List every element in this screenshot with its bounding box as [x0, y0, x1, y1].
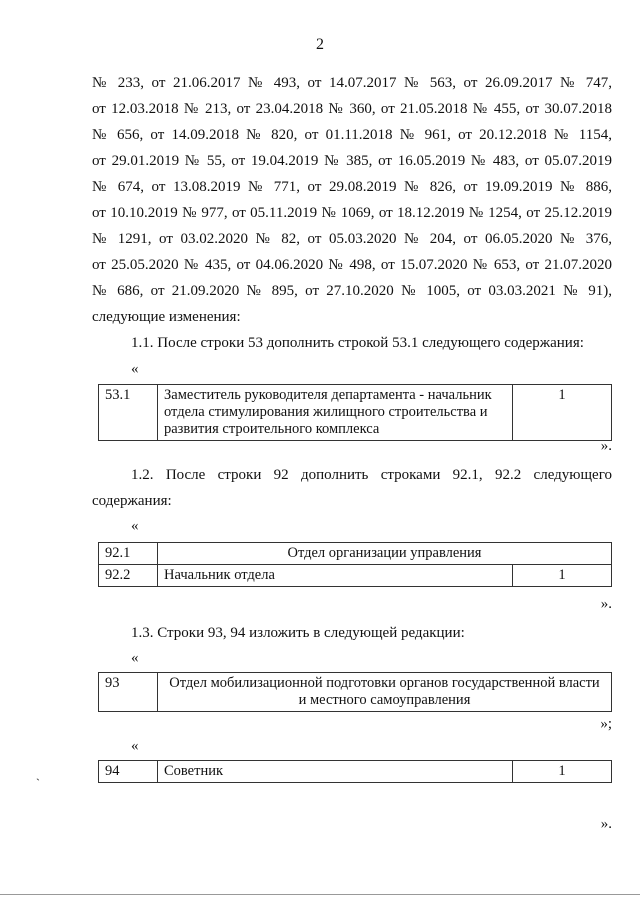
- row-count: 1: [513, 385, 612, 441]
- page-number: 2: [316, 36, 324, 53]
- row-count: 1: [513, 761, 612, 783]
- row-title-line: Заместитель руководителя департамента - начальник: [164, 387, 492, 403]
- paragraph-line-4: от 29.01.2019 № 55, от 19.04.2019 № 385, от 16.05.2019 № 483, от 05.07.2019: [92, 153, 612, 169]
- paragraph-line-10: следующие изменения:: [92, 309, 241, 325]
- row-number: 94: [99, 761, 158, 783]
- paragraph-line-3: № 656, от 14.09.2018 № 820, от 01.11.2018 № 961, от 20.12.2018 № 1154,: [92, 127, 612, 143]
- paragraph-line-7: № 1291, от 03.02.2020 № 82, от 05.03.2020 № 204, от 06.05.2020 № 376,: [92, 231, 612, 247]
- paragraph-line-6: от 10.10.2019 № 977, от 05.11.2019 № 1069, от 18.12.2019 № 1254, от 25.12.2019: [92, 205, 612, 221]
- quote-open-4: «: [131, 738, 139, 754]
- row-title: [158, 673, 612, 712]
- table-row-53-1: [98, 384, 612, 441]
- row-title: [158, 385, 513, 441]
- row-title-line: развития строительного комплекса: [164, 421, 380, 437]
- paragraph-line-1: № 233, от 21.06.2017 № 493, от 14.07.2017 № 563, от 26.09.2017 № 747,: [92, 75, 612, 91]
- item-1-2-line-1: 1.2. После строки 92 дополнить строками 92.1, 92.2 следующего: [131, 467, 612, 483]
- page-bottom-rule: [0, 894, 640, 895]
- paragraph-line-8: от 25.05.2020 № 435, от 04.06.2020 № 498, от 15.07.2020 № 653, от 21.07.2020: [92, 257, 612, 273]
- item-1-3-text: 1.3. Строки 93, 94 изложить в следующей редакции:: [131, 625, 465, 641]
- row-count: 1: [513, 565, 612, 587]
- paragraph-line-5: № 674, от 13.08.2019 № 771, от 29.08.2019 № 826, от 19.09.2019 № 886,: [92, 179, 612, 195]
- quote-open-2: «: [131, 518, 139, 534]
- quote-close-3: »;: [600, 716, 612, 732]
- table-row-94: [98, 760, 612, 783]
- quote-close-4: ».: [600, 816, 612, 832]
- quote-close-1: ».: [600, 438, 612, 454]
- row-title: Начальник отдела: [158, 565, 513, 587]
- quote-open-1: «: [131, 361, 139, 377]
- row-number: 92.1: [99, 543, 158, 565]
- row-title-line: отдела стимулирования жилищного строительства и: [164, 404, 488, 420]
- row-number: 53.1: [99, 385, 158, 441]
- row-title-line: Отдел мобилизационной подготовки органов государственной власти: [169, 675, 600, 691]
- row-number: 93: [99, 673, 158, 712]
- row-title: Отдел организации управления: [158, 543, 612, 565]
- item-1-2-line-2: содержания:: [92, 493, 172, 509]
- table-row-93: [98, 672, 612, 712]
- quote-close-2: ».: [600, 596, 612, 612]
- row-title: Советник: [158, 761, 513, 783]
- row-number: 92.2: [99, 565, 158, 587]
- row-title-line: и местного самоуправления: [298, 692, 471, 708]
- quote-open-3: «: [131, 650, 139, 666]
- paragraph-line-9: № 686, от 21.09.2020 № 895, от 27.10.2020 № 1005, от 03.03.2021 № 91),: [92, 283, 612, 299]
- item-1-1-text: 1.1. После строки 53 дополнить строкой 53.1 следующего содержания:: [131, 335, 584, 351]
- table-rows-92: [98, 542, 612, 587]
- stray-mark: `: [36, 776, 40, 790]
- paragraph-line-2: от 12.03.2018 № 213, от 23.04.2018 № 360, от 21.05.2018 № 455, от 30.07.2018: [92, 101, 612, 117]
